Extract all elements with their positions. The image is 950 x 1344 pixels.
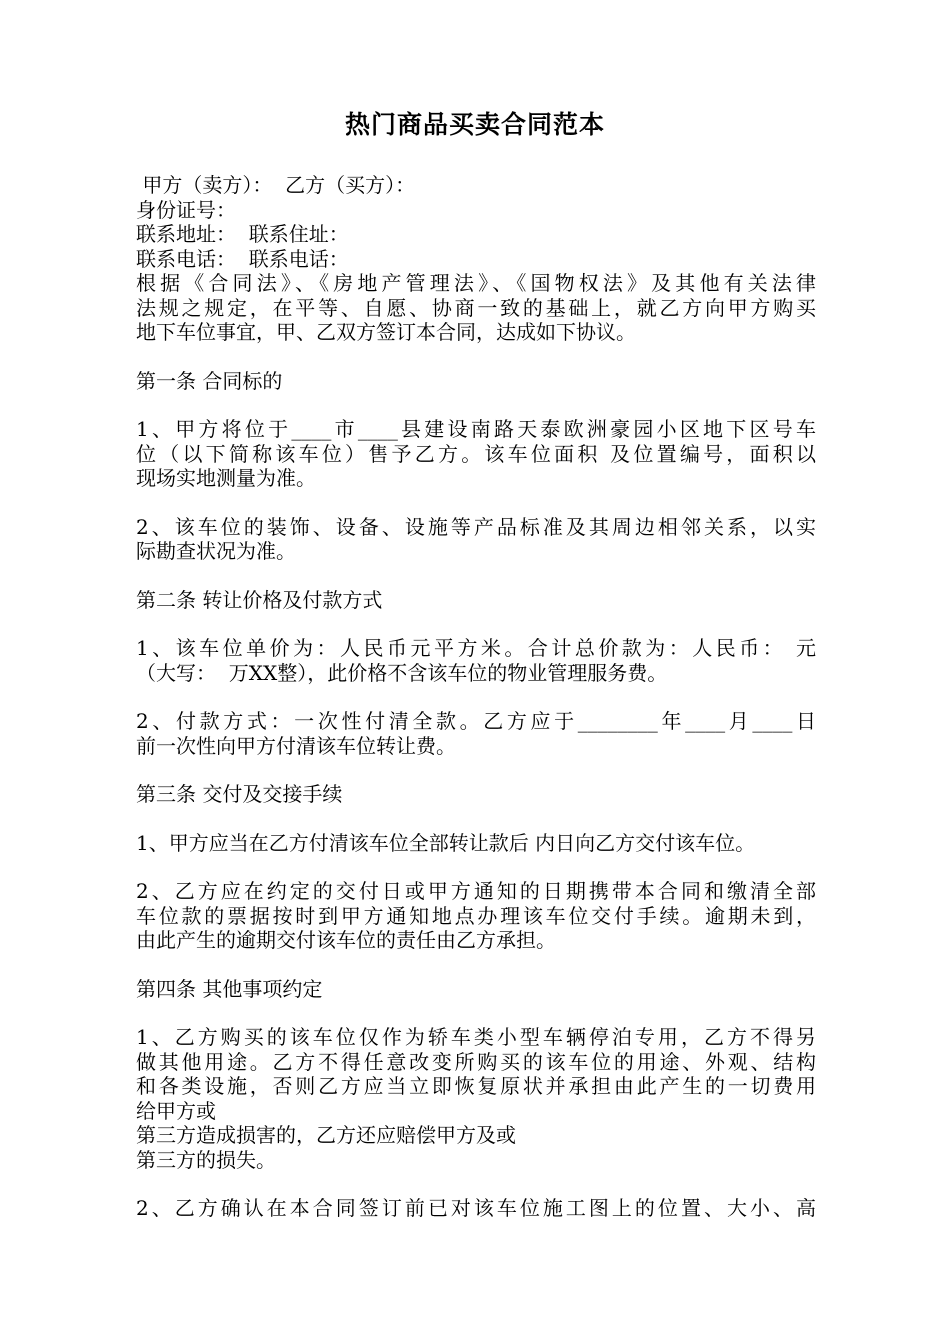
clause-line: 2、付款方式：一次性付清全款。乙方应于________年____月____日 xyxy=(136,709,816,733)
clause-line: 1、该车位单价为：人民币元平方米。合计总价款为：人民币： 元 xyxy=(136,636,816,660)
preamble-line: 法规之规定，在平等、自愿、协商一致的基础上，就乙方向甲方购买 xyxy=(136,295,816,320)
clause-line: 际勘查状况为准。 xyxy=(136,539,296,563)
document-title: 热门商品买卖合同范本 xyxy=(344,110,605,139)
clause-line: 1、乙方购买的该车位仅作为轿车类小型车辆停泊专用，乙方不得另 xyxy=(136,1025,816,1049)
clause-line: 做其他用途。乙方不得任意改变所购买的该车位的用途、外观、结构 xyxy=(136,1049,816,1074)
clause-line: 第三方的损失。 xyxy=(136,1147,276,1172)
clause-line: 位（以下简称该车位）售予乙方。该车位面积 及位置编号，面积以 xyxy=(136,441,816,466)
clause-line: 车位款的票据按时到甲方通知地点办理该车位交付手续。逾期未到， xyxy=(136,903,816,928)
clause-line: 由此产生的逾期交付该车位的责任由乙方承担。 xyxy=(136,928,556,952)
article-heading: 第二条 转让价格及付款方式 xyxy=(136,587,383,612)
clause-line: 2、乙方应在约定的交付日或甲方通知的日期携带本合同和缴清全部 xyxy=(136,879,816,903)
clause-line: 和各类设施，否则乙方应当立即恢复原状并承担由此产生的一切费用 xyxy=(136,1074,816,1098)
clause-line: 给甲方或 xyxy=(136,1098,216,1123)
address-line: 联系地址： 联系住址： xyxy=(136,222,349,246)
preamble-line: 根据《合同法》、《房地产管理法》、《国物权法》及其他有关法律 xyxy=(136,271,816,295)
article-heading: 第三条 交付及交接手续 xyxy=(136,782,343,806)
clause-line: 1、甲方将位于____市____县建设南路天泰欧洲豪园小区地下区号车 xyxy=(136,417,816,441)
clause-line: （大写： 万XX整），此价格不含该车位的物业管理服务费。 xyxy=(136,660,668,685)
document-body xyxy=(136,173,816,1221)
clause-line: 第三方造成损害的，乙方还应赔偿甲方及或 xyxy=(136,1123,516,1147)
parties-line: 甲方（卖方）： 乙方（买方）： xyxy=(136,173,416,197)
phone-line: 联系电话： 联系电话： xyxy=(136,246,349,271)
id-number-line: 身份证号： xyxy=(136,197,236,222)
clause-line: 前一次性向甲方付清该车位转让费。 xyxy=(136,733,456,758)
clause-line: 现场实地测量为准。 xyxy=(136,466,316,490)
clause-line: 2、乙方确认在本合同签订前已对该车位施工图上的位置、大小、高 xyxy=(136,1196,816,1220)
clause-line: 2、该车位的装饰、设备、设施等产品标准及其周边相邻关系，以实 xyxy=(136,514,816,539)
preamble-line: 地下车位事宜，甲、乙双方签订本合同，达成如下协议。 xyxy=(136,320,636,344)
clause-line: 1、甲方应当在乙方付清该车位全部转让款后 内日向乙方交付该车位。 xyxy=(136,830,756,855)
article-heading: 第四条 其他事项约定 xyxy=(136,976,323,1001)
article-heading: 第一条 合同标的 xyxy=(136,368,283,393)
